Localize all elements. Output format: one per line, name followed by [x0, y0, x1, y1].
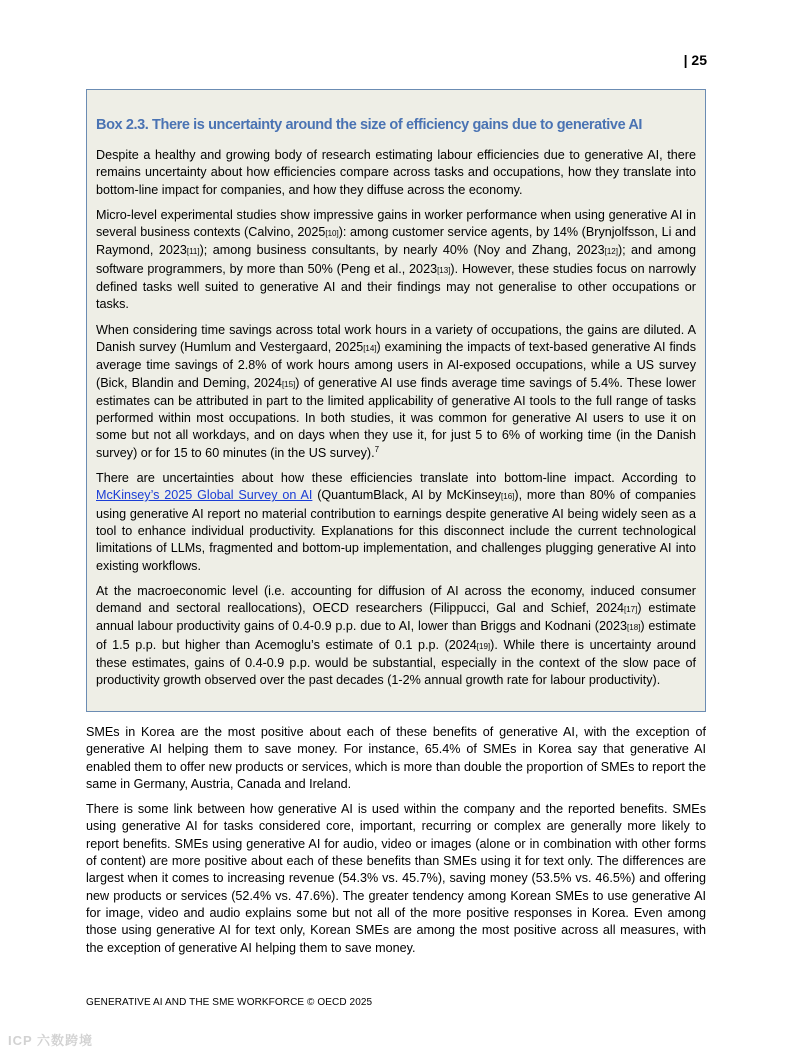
footnote-marker[interactable]: 7 — [374, 444, 380, 454]
citation-ref[interactable]: [14] — [363, 343, 377, 353]
citation-ref[interactable]: [16] — [501, 492, 515, 502]
main-text — [86, 724, 706, 965]
citation-ref[interactable]: [10] — [325, 229, 339, 239]
citation-ref[interactable]: [17] — [623, 605, 638, 615]
body-paragraph-2: There is some link between how generative AI is used within the company and the reported benefits. SMEs using generative AI for tasks considered core, important, recurring or complex are generally more likely to report benefits. SMEs using generative AI for audio, video or images (alone or in combination with other forms of content) are more positive about each of these benefits than SMEs using it for text only. The differences are largest when it comes to increasing revenue (54.3% vs. 45.7%), saving money (53.5% vs. 46.5%) and offering new products or services (52.4% vs. 47.6%). The greater tendency among Korean SMEs to use generative AI for image, video and audio explains some but not all of the more positive responses in Korea. Even among those using generative AI for text only, Korean SMEs are among the most positive across all measures, with the exception of generative AI helping them to save money. — [86, 802, 706, 955]
citation-ref[interactable]: [19] — [476, 641, 491, 651]
box-paragraph-5: At the macroeconomic level (i.e. accounting for diffusion of AI across the economy, induced consumer demand and sectoral reallocations), OECD researchers (Filippucci, Gal and Schief, 2024[17]) estimate annual labour productivity gains of 0.4-0.9 p.p. due to AI, lower than Briggs and Kodnani (2023[18]) estimate of 1.5 p.p. but higher than Acemoglu’s estimate of 0.1 p.p. (2024[19]). While there is uncertainty around these estimates, gains of 0.4-0.9 p.p. would be substantial, especially in the context of the slow pace of productivity growth observed over the past decades (1-2% annual growth rate for labour productivity). — [96, 583, 697, 688]
citation-ref[interactable]: [11] — [186, 247, 200, 257]
info-box — [86, 89, 706, 712]
box-paragraph-1: Despite a healthy and growing body of research estimating labour efficiencies due to generative AI, there remains uncertainty about how efficiencies compare across tasks and occupations, how they translate into bottom-line impact for companies, and how they diffuse across the economy. — [96, 148, 696, 197]
body-paragraph-1: SMEs in Korea are the most positive about each of these benefits of generative AI, with the exception of generative AI helping them to save money. For instance, 65.4% of SMEs in Korea say that generative AI enabled them to offer new products or services, which is more than double the proportion of SMEs to report the same in Germany, Austria, Canada and Ireland. — [86, 725, 706, 791]
mckinsey-survey-link[interactable]: McKinsey’s 2025 Global Survey on AI — [96, 488, 313, 503]
watermark-logo: ICP 六数跨境 — [8, 1033, 94, 1048]
citation-ref[interactable]: [12] — [604, 247, 618, 257]
page-number: | 25 — [683, 52, 707, 68]
citation-ref[interactable]: [15] — [281, 379, 296, 389]
box-title: Box 2.3. There is uncertainty around the size of efficiency gains due to generative AI — [96, 117, 643, 133]
box-paragraph-4: There are uncertainties about how these efficiencies translate into bottom-line impact. According to McKinsey’s 2025 Global Survey on AI (QuantumBlack, AI by McKinsey[16]), more than 80% of companies using generative AI report no material contribution to earnings despite generative AI being widely seen as a tool to enhance individual productivity. Explanations for this disconnect include the current technological limitations of LLMs, fragmented and bottom-up implementation, and challenges plugging generative AI into existing workflows. — [96, 471, 696, 573]
box-paragraph-3: When considering time savings across total work hours in a variety of occupations, the gains are diluted. A Danish survey (Humlum and Vestergaard, 2025[14]) examining the impacts of text-based generative AI finds average time savings of 2.8% of work hours among users in AI-exposed occupations, while a US survey (Bick, Blandin and Deming, 2024[15]) of generative AI use finds average time savings of 5.4%. These lower estimates can be attributed in part to the limited applicability of generative AI tools to the full range of tasks performed within most occupations. In both studies, it was common for generative AI users to use it on some but not all workdays, and on days when they use it, for just 5 to 6% of working time (in the Danish survey) or for 15 to 60 minutes (in the US survey).$^7$ — [96, 322, 697, 460]
citation-ref[interactable]: [13] — [437, 265, 451, 275]
citation-ref[interactable]: [18] — [627, 623, 641, 633]
box-paragraph-2: Micro-level experimental studies show impressive gains in worker performance when using generative AI in several business contexts (Calvino, 2025[10]): among customer service agents, by 14% (Brynjolfsson, Li and Raymond, 2023[11]); among business consultants, by nearly 40% (Noy and Zhang, 2023[12]); and among software programmers, by more than 50% (Peng et al., 2023[13]). However, these studies focus on narrowly defined tasks well suited to generative AI and their findings may not generalise to other occupations or tasks. — [96, 207, 696, 312]
page-footer: GENERATIVE AI AND THE SME WORKFORCE © OECD 2025 — [86, 997, 373, 1008]
